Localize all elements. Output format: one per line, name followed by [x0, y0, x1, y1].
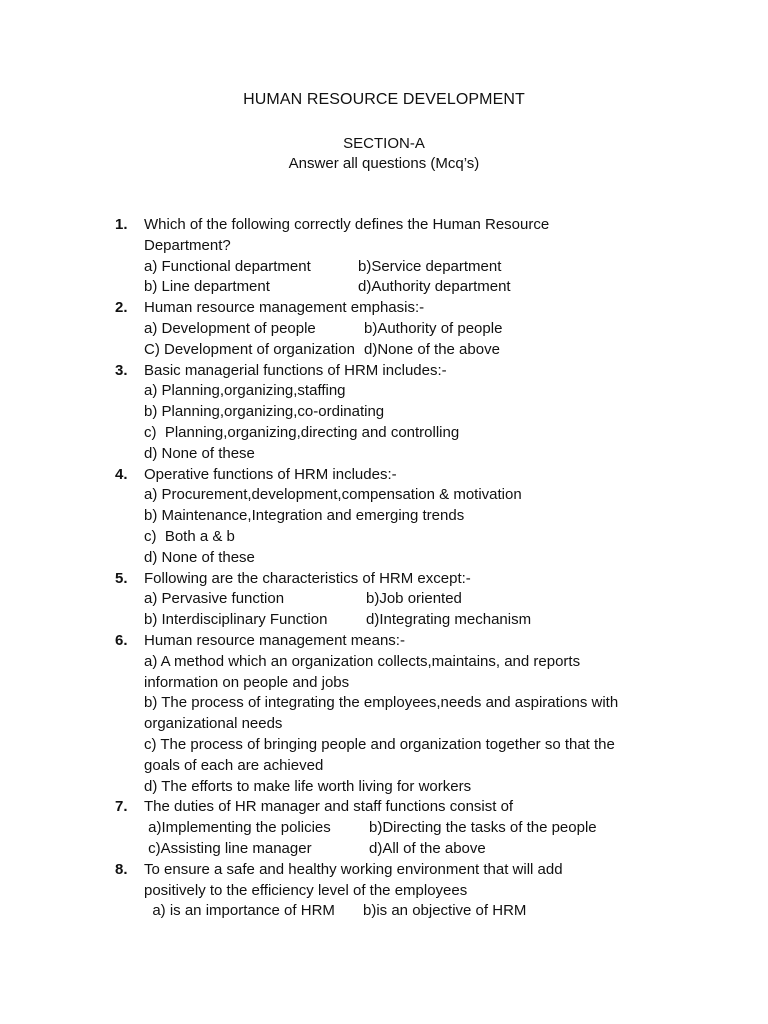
- option-row: [144, 652, 644, 694]
- option-choice: a)Implementing the policies: [144, 819, 331, 837]
- option-choice: a) A method which an organization collects,maintains, and reports information on people and jobs: [144, 652, 581, 691]
- option-choice: b)Job oriented: [366, 590, 462, 608]
- option-row: [144, 548, 735, 569]
- question-number: 8.: [115, 860, 128, 878]
- question-number: 4.: [115, 465, 128, 483]
- option-row: [144, 818, 735, 839]
- option-row: [144, 277, 735, 298]
- option-choice: b)Service department: [358, 257, 502, 275]
- option-row: [144, 589, 735, 610]
- option-choice: b) Interdisciplinary Function: [144, 611, 328, 629]
- option-choice: d) The efforts to make life worth living for workers: [144, 777, 472, 795]
- option-choice: d) None of these: [144, 444, 255, 462]
- question-item: [115, 860, 735, 922]
- option-row: [144, 423, 735, 444]
- question-text: Basic managerial functions of HRM includes:-: [144, 361, 447, 379]
- question-number: 3.: [115, 361, 128, 379]
- question-number: 7.: [115, 798, 128, 816]
- option-row: [144, 901, 735, 922]
- question-number: 1.: [115, 216, 128, 233]
- option-choice: b)Directing the tasks of the people: [369, 819, 597, 837]
- question-item: [115, 569, 735, 631]
- question-number: 5.: [115, 569, 128, 587]
- option-choice: a) Procurement,development,compensation & motivation: [144, 486, 522, 504]
- section-heading: SECTION-A: [343, 135, 425, 152]
- option-choice: b) Planning,organizing,co-ordinating: [144, 403, 385, 421]
- option-choice: c) Planning,organizing,directing and controlling: [144, 423, 460, 441]
- question-text: Which of the following correctly defines the Human Resource Department?: [144, 216, 550, 254]
- question-text: Following are the characteristics of HRM except:-: [144, 569, 471, 587]
- option-choice: d) None of these: [144, 548, 255, 566]
- question-text: To ensure a safe and healthy working environment that will add positively to the efficiency level of the employees: [144, 860, 563, 899]
- option-row: [144, 381, 735, 402]
- option-row: [144, 527, 735, 548]
- question-list: [115, 215, 735, 922]
- option-choice: b) The process of integrating the employees,needs and aspirations with organizational needs: [144, 694, 619, 733]
- option-row: [144, 257, 735, 278]
- option-row: [144, 735, 644, 777]
- option-choice: d)Authority department: [358, 278, 511, 296]
- option-choice: a) is an importance of HRM: [144, 902, 335, 920]
- option-choice: b) Maintenance,Integration and emerging trends: [144, 507, 465, 525]
- section-instruction: Answer all questions (Mcq’s): [288, 155, 480, 172]
- option-choice: b)Authority of people: [364, 319, 503, 337]
- document-title: HUMAN RESOURCE DEVELOPMENT: [243, 91, 525, 108]
- option-row: [144, 402, 735, 423]
- option-choice: b)is an objective of HRM: [363, 902, 527, 920]
- question-text: The duties of HR manager and staff functions consist of: [144, 798, 514, 816]
- option-row: [144, 444, 735, 465]
- option-choice: a) Functional department: [144, 257, 311, 275]
- question-text: Human resource management means:-: [144, 631, 405, 649]
- option-row: [144, 839, 735, 860]
- option-choice: a) Pervasive function: [144, 590, 285, 608]
- question-number: 2.: [115, 299, 128, 317]
- option-row: [144, 485, 735, 506]
- option-choice: d)None of the above: [364, 340, 500, 358]
- question-item: [115, 361, 735, 465]
- option-choice: d)Integrating mechanism: [366, 611, 532, 629]
- option-choice: d)All of the above: [369, 839, 486, 857]
- option-row: [144, 319, 735, 340]
- option-choice: c) Both a & b: [144, 527, 235, 545]
- option-row: [144, 777, 644, 798]
- option-choice: c)Assisting line manager: [144, 839, 312, 857]
- question-item: [115, 797, 735, 859]
- question-item: [115, 215, 735, 298]
- question-text: Operative functions of HRM includes:-: [144, 465, 397, 483]
- question-item: [115, 465, 735, 569]
- option-choice: b) Line department: [144, 278, 270, 296]
- option-row: [144, 610, 735, 631]
- option-choice: C) Development of organization: [144, 340, 355, 358]
- question-item: [115, 631, 735, 797]
- option-choice: a) Planning,organizing,staffing: [144, 382, 346, 400]
- question-item: [115, 298, 735, 360]
- question-text: Human resource management emphasis:-: [144, 299, 425, 317]
- option-choice: c) The process of bringing people and organization together so that the goals of each are achieved: [144, 735, 615, 774]
- option-choice: a) Development of people: [144, 319, 316, 337]
- option-row: [144, 693, 644, 735]
- option-row: [144, 340, 735, 361]
- question-number: 6.: [115, 631, 128, 649]
- option-row: [144, 506, 735, 527]
